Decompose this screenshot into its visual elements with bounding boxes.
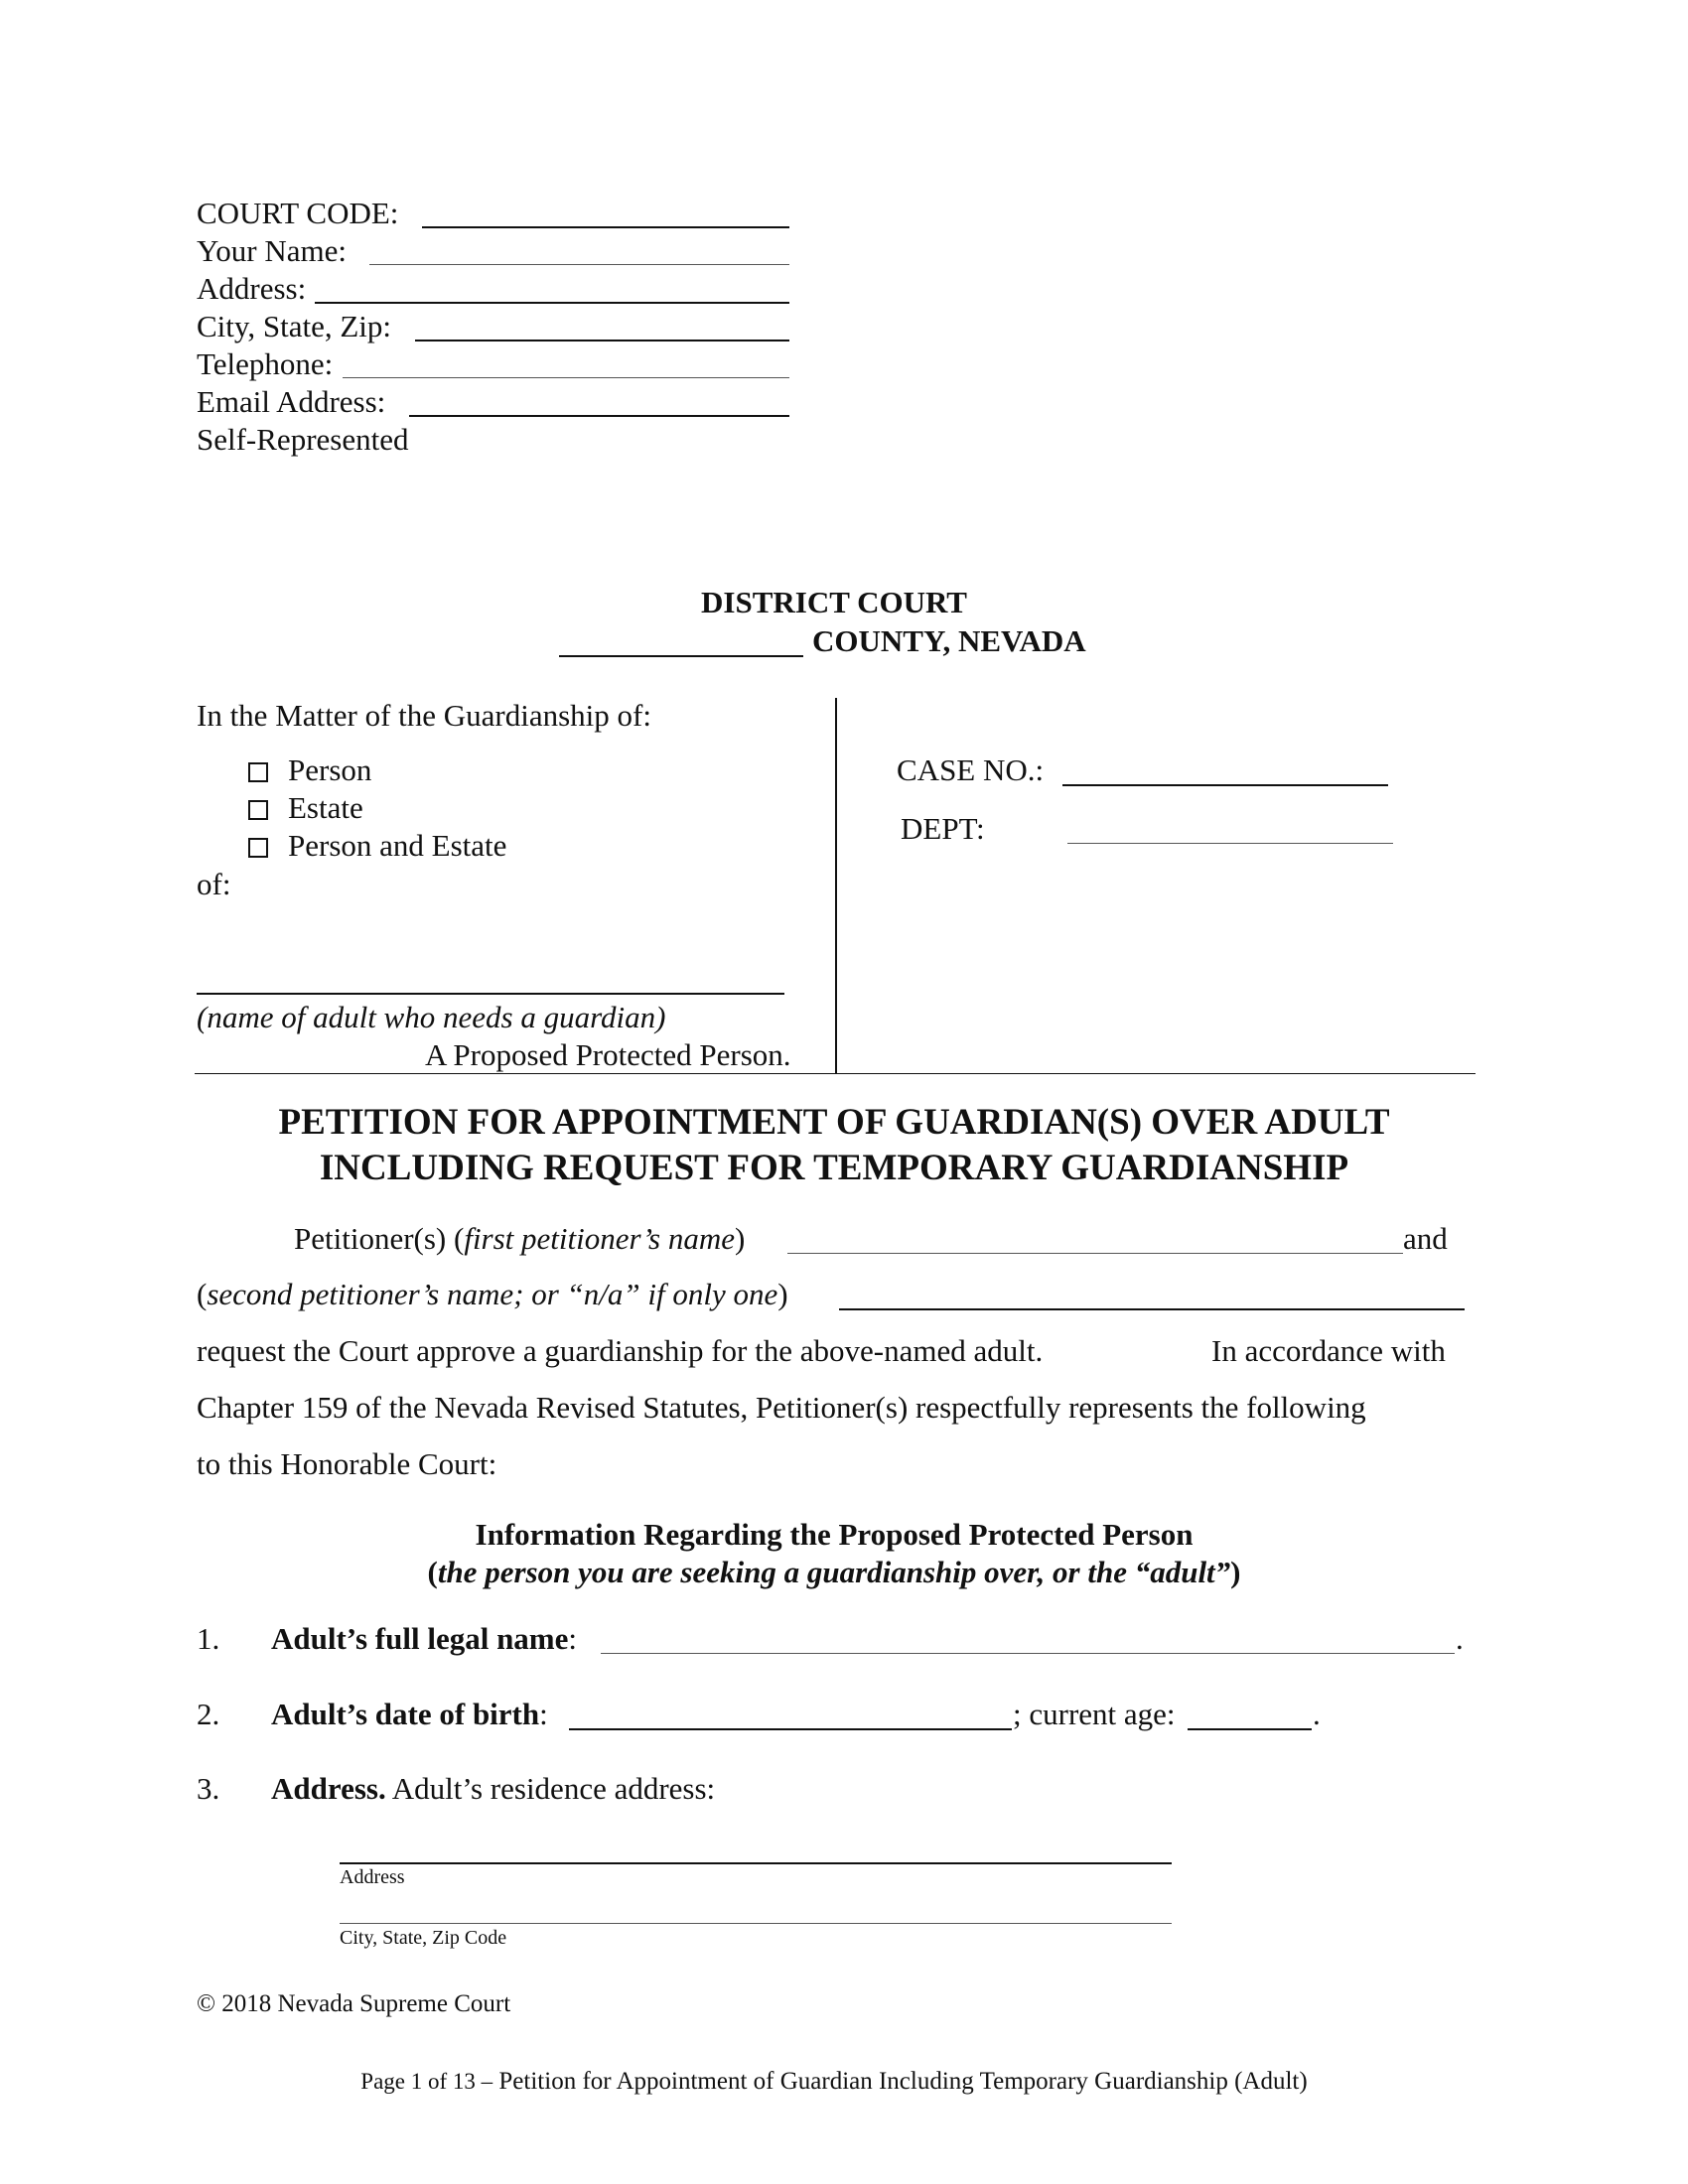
- current-age-label: ; current age:: [1013, 1697, 1176, 1731]
- footer-title: Petition for Appointment of Guardian Including Temporary Guardianship (Adult): [498, 2068, 1308, 2095]
- section-subheading: (the person you are seeking a guardianship over, or the “adult”): [427, 1555, 1241, 1589]
- checkbox-estate[interactable]: [248, 800, 268, 820]
- court-code-field[interactable]: [422, 226, 789, 228]
- item-3-text: Adult’s residence address:: [385, 1771, 716, 1806]
- item-3-label: [271, 1771, 715, 1807]
- item-3-label-text: Address.: [271, 1771, 386, 1806]
- residence-address-field[interactable]: [340, 1862, 1172, 1864]
- address-caption: Address: [340, 1866, 405, 1888]
- residence-city-state-zip-field[interactable]: [340, 1923, 1172, 1924]
- item-1-period: .: [1456, 1621, 1464, 1656]
- adult-full-name-field[interactable]: [601, 1653, 1455, 1654]
- current-age-field[interactable]: [1188, 1728, 1312, 1730]
- dept-label: DEPT:: [901, 811, 985, 846]
- petitioner-line: [294, 1221, 745, 1257]
- item-2-number: 2.: [197, 1697, 220, 1731]
- second-petitioner-hint: second petitioner’s name; or “n/a” if only one: [207, 1277, 778, 1311]
- second-petitioner-line: [197, 1277, 788, 1312]
- and-label: and: [1403, 1221, 1448, 1256]
- county-field[interactable]: [559, 655, 803, 657]
- petition-title-line2: INCLUDING REQUEST FOR TEMPORARY GUARDIANSHIP: [319, 1148, 1349, 1188]
- petition-title-line1: PETITION FOR APPOINTMENT OF GUARDIAN(S) OVER ADULT: [278, 1102, 1390, 1143]
- address-field[interactable]: [315, 302, 789, 304]
- option-estate[interactable]: [248, 789, 363, 827]
- caption-divider: [835, 698, 837, 1073]
- intro-line3a: request the Court approve a guardianship for the above-named adult.: [197, 1333, 1044, 1368]
- caption-bottom-rule: [195, 1073, 1476, 1074]
- page-number: Page 1 of 13 –: [360, 2069, 493, 2094]
- paren-open: (: [197, 1277, 208, 1311]
- item-1-label-text: Adult’s full legal name: [271, 1621, 569, 1656]
- option-person[interactable]: [248, 751, 371, 789]
- self-represented-label: Self-Represented: [197, 422, 409, 457]
- first-petitioner-field[interactable]: [787, 1253, 1403, 1254]
- item-3-number: 3.: [197, 1771, 220, 1806]
- court-code-label: COURT CODE:: [197, 196, 399, 230]
- checkbox-person-and-estate[interactable]: [248, 838, 268, 858]
- your-name-field[interactable]: [369, 264, 789, 265]
- adult-name-field[interactable]: [197, 993, 784, 995]
- page-footer: [0, 2068, 1668, 2096]
- county-nevada-label: COUNTY, NEVADA: [812, 623, 1086, 658]
- item-1-number: 1.: [197, 1621, 220, 1656]
- first-petitioner-hint: first petitioner’s name: [464, 1221, 736, 1256]
- matter-of-label: In the Matter of the Guardianship of:: [197, 698, 651, 733]
- email-field[interactable]: [409, 415, 789, 417]
- item-1-label: Adult’s full legal name:: [271, 1621, 578, 1656]
- of-label: of:: [197, 867, 231, 901]
- petitioners-label: Petitioner(s) (: [294, 1221, 465, 1256]
- copyright: © 2018 Nevada Supreme Court: [197, 1990, 511, 2017]
- case-no-label: CASE NO.:: [897, 752, 1045, 787]
- item-2-label: Adult’s date of birth:: [271, 1697, 548, 1731]
- option-person-and-estate[interactable]: [248, 827, 506, 865]
- item-2-period: .: [1313, 1697, 1321, 1731]
- city-state-zip-caption: City, State, Zip Code: [340, 1927, 507, 1949]
- intro-line4: Chapter 159 of the Nevada Revised Statutes, Petitioner(s) respectfully represents the following: [197, 1390, 1366, 1425]
- section-subheading-text: the person you are seeking a guardianship over, or the “adult”: [437, 1555, 1231, 1589]
- checkbox-person[interactable]: [248, 762, 268, 782]
- email-label: Email Address:: [197, 384, 386, 419]
- telephone-label: Telephone:: [197, 346, 334, 381]
- proposed-protected-person-label: A Proposed Protected Person.: [425, 1037, 791, 1072]
- adult-name-hint: (name of adult who needs a guardian): [197, 1000, 666, 1034]
- second-petitioner-field[interactable]: [839, 1308, 1465, 1310]
- case-no-field[interactable]: [1062, 784, 1388, 786]
- paren-close: ): [735, 1221, 746, 1256]
- telephone-field[interactable]: [343, 377, 789, 378]
- option-estate-label: Estate: [288, 790, 363, 825]
- your-name-label: Your Name:: [197, 233, 347, 268]
- intro-line3b: In accordance with: [1211, 1333, 1446, 1368]
- paren-close-2: ): [777, 1277, 788, 1311]
- address-label: Address:: [197, 271, 307, 306]
- dept-field[interactable]: [1067, 843, 1393, 844]
- intro-line5: to this Honorable Court:: [197, 1446, 497, 1481]
- item-2-label-text: Adult’s date of birth: [271, 1697, 540, 1731]
- city-state-zip-label: City, State, Zip:: [197, 309, 392, 343]
- option-person-label: Person: [288, 752, 372, 787]
- section-heading: Information Regarding the Proposed Protected Person: [475, 1517, 1194, 1552]
- city-state-zip-field[interactable]: [415, 340, 789, 341]
- district-court-title: DISTRICT COURT: [701, 585, 967, 619]
- date-of-birth-field[interactable]: [569, 1728, 1012, 1730]
- option-person-and-estate-label: Person and Estate: [288, 828, 507, 863]
